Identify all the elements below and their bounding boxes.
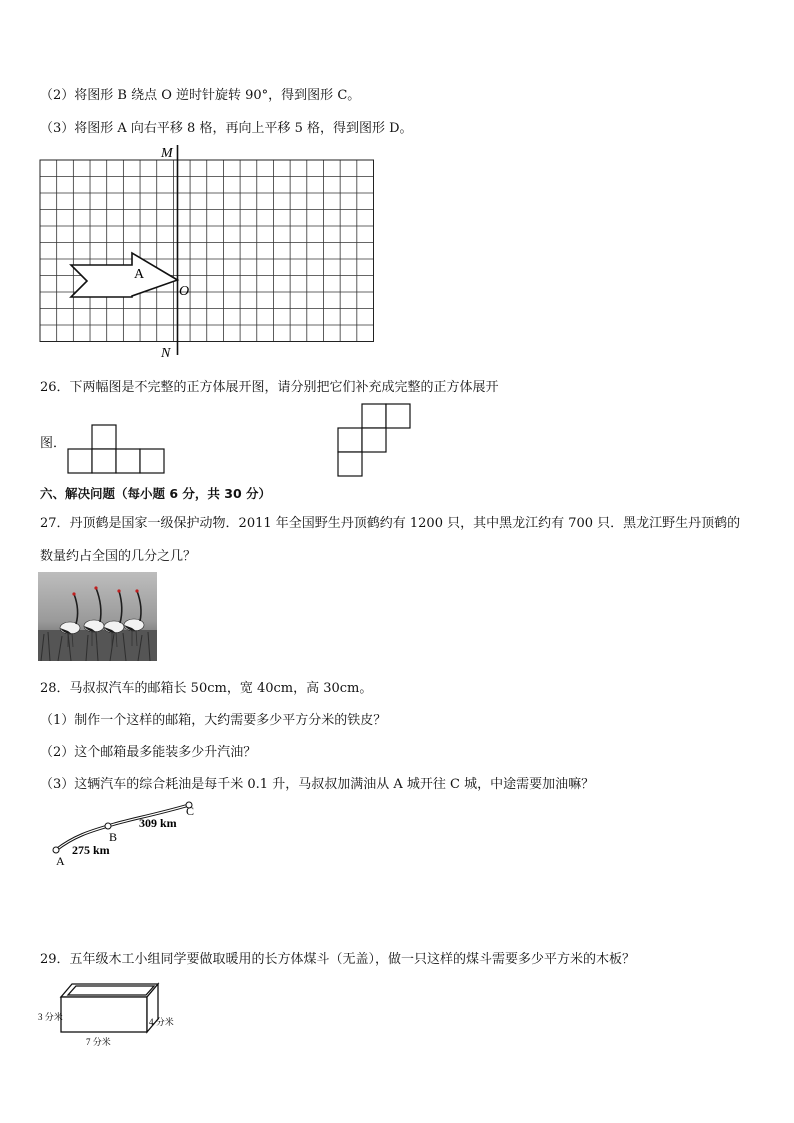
problem28-line0: 28．马叔叔汽车的邮箱长 50cm，宽 40cm，高 30cm。 (40, 681, 373, 696)
shape-a-arrow (71, 253, 178, 297)
bc-distance-label: 309 km (139, 816, 177, 830)
width-label: 4 分米 (149, 1017, 174, 1027)
problem25-step3: （3）将图形 A 向右平移 8 格，再向上平移 5 格，得到图形 D。 (40, 121, 413, 136)
route-diagram (46, 798, 206, 873)
problem28-q3: （3）这辆汽车的综合耗油是每千米 0.1 升，马叔叔加满油从 A 城开往 C 城，中途需要加油嘛？ (40, 777, 595, 792)
problem28-q1: （1）制作一个这样的邮箱，大约需要多少平方分米的铁皮？ (40, 713, 387, 728)
shape-a-label: A (134, 267, 145, 282)
problem29-text: 29．五年级木工小组同学要做取暖用的长方体煤斗（无盖），做一只这样的煤斗需要多少平方米的木板？ (40, 952, 636, 967)
cube-net-1 (66, 424, 168, 476)
coal-box-figure (36, 978, 186, 1050)
section6-title: 六、解决问题（每小题 6 分，共 30 分） (40, 486, 272, 501)
city-c-label: C (186, 804, 195, 818)
city-b-point (105, 823, 111, 829)
problem25-step2: （2）将图形 B 绕点 O 逆时针旋转 90°，得到图形 C。 (40, 88, 361, 103)
length-label: 7 分米 (86, 1037, 111, 1047)
city-a-label: A (56, 854, 65, 868)
point-o-label: O (179, 284, 190, 299)
ab-distance-label: 275 km (72, 843, 110, 857)
cube-net-2 (336, 402, 412, 478)
problem27-line2: 数量约占全国的几分之几？ (40, 549, 197, 564)
problem28-q2: （2）这个邮箱最多能装多少升汽油？ (40, 745, 257, 760)
axis-label-n: N (161, 346, 171, 361)
axis-label-m: M (161, 146, 173, 161)
height-label: 3 分米 (38, 1012, 63, 1022)
problem26-text-line1: 26．下两幅图是不完整的正方体展开图，请分别把它们补充成完整的正方体展开 (40, 380, 499, 395)
problem26-text-line2: 图． (40, 436, 67, 451)
problem27-line1: 27．丹顶鹤是国家一级保护动物．2011 年全国野生丹顶鹤约有 1200 只，其中黑龙江约有 700 只．黑龙江野生丹顶鹤的 (40, 516, 741, 531)
city-b-label: B (109, 830, 118, 844)
city-a-point (53, 847, 59, 853)
rotation-translation-grid (30, 140, 390, 365)
red-crowned-cranes-photo (38, 572, 157, 661)
